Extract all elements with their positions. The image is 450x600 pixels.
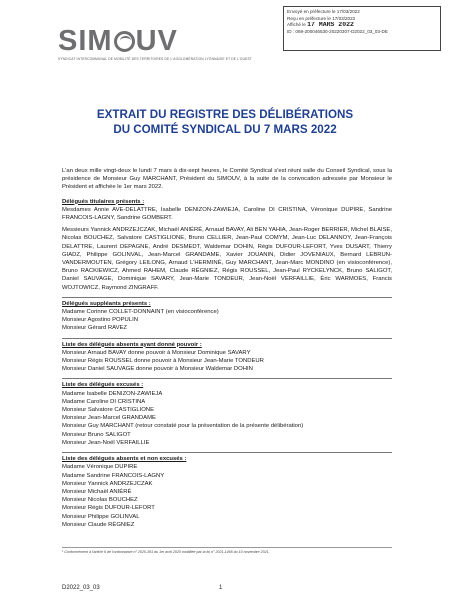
list-item: Monsieur Yannick ANDRZEJCZAK (62, 480, 153, 487)
list-item: Madame Corinne COLLET-DONNAINT (en visioconférence) (62, 309, 219, 316)
globe-icon (114, 31, 135, 52)
list-item: Madame Isabelle DENIZON-ZAWIEJA (62, 390, 163, 397)
titulaires-mesdames: Mesdames Annie AVE-DELATTRE, Isabelle DENIZON-ZAWIEJA, Caroline DI CRISTINA, Véronique DUPIRE, Sandrine FRANCOIS-LAGNY, Sandrine GOMBERT. (62, 206, 392, 222)
document-reference: D2022_03_03 (62, 585, 100, 591)
list-item: Monsieur Nicolas BOUCHEZ (62, 497, 138, 504)
pouvoirs-section (62, 338, 392, 374)
stamp-received: Reçu en préfecture le 17/03/2022 (287, 15, 356, 21)
absents-section (62, 452, 392, 529)
logo-wordmark (58, 26, 252, 56)
document-body (62, 167, 392, 534)
logo-word-right: UV (135, 25, 178, 57)
list-item: Monsieur Michaël ANIÉRÉ (62, 488, 132, 495)
stamp-id: ID : 069-200046530-20220307-D2022_03_03-DE (287, 28, 388, 34)
document-title-line-2: DU COMITÉ SYNDICAL DU 7 MARS 2022 (113, 123, 337, 136)
list-item: Monsieur Jean-Noël VERFAILLIE (62, 439, 150, 446)
list-item: Monsieur Salvatore CASTIGLIONE (62, 407, 154, 414)
excuses-heading: Liste des délégués excusés : (62, 382, 144, 389)
stamp-sent: Envoyé en préfecture le 17/03/2022 (287, 9, 360, 14)
logo-word-left: SIM (58, 25, 113, 57)
intro-paragraph: L'an deux mille vingt-deux le lundi 7 mars à dix-sept heures, le Comité Syndical s'est réuni salle du Conseil Syndical, sous la présidence de Monsieur Guy MARCHANT, Président du SIMOUV, à la suite de la convocation adressée par Monsieur le Président et affichée le 1er mars 2022. (62, 168, 392, 191)
prefecture-stamp (283, 6, 441, 51)
suppleants-section (62, 297, 392, 333)
list-item: Madame Caroline DI CRISTINA (62, 398, 146, 405)
list-item: Monsieur Régis DUFOUR-LEFORT (62, 505, 155, 512)
list-item: Madame Sandrine FRANCOIS-LAGNY (62, 472, 165, 479)
list-item: Monsieur Régis ROUSSEL donne pouvoir à Monsieur Jean-Marie TONDEUR (62, 358, 264, 365)
titulaires-section (62, 198, 392, 292)
page-number: 1 (219, 585, 223, 591)
stamp-posted-date: 17 MARS 2022 (307, 22, 354, 29)
document-title-line-1: EXTRAIT DU REGISTRE DES DÉLIBÉRATIONS (96, 108, 354, 121)
list-item: Monsieur Claude RÉGNIEZ (62, 521, 135, 528)
simouv-logo (58, 26, 252, 61)
suppleants-heading: Délégués suppléants présents : (62, 300, 151, 307)
titulaires-heading: Délégués titulaires présents : (62, 198, 145, 205)
stamp-posted (287, 22, 437, 29)
titulaires-messieurs: Messieurs Yannick ANDRZEJCZAK, Michaël ANIÉRÉ, Arnaud BAVAY, Ali BEN YAHIA, Jean-Roger BERRIER, Michel BLAISE, Nicolas BOUCHEZ, Salvatore CASTIGLIONE, Bruno CELLIER, Jean-Paul COMYM, Jean-Luc DELANNOY, Jean-François DELATTRE, Laurent DEPAGNE, André DESMEDT, Waldemar DOHIN, Régis DUFOUR-LEFORT, Yves DUSART, Thierry GIADZ, Philippe GOLINVAL, Jean-Marcel GRANDAME, Xavier JOUANIN, Didier JOVENIAUX, Bernard LEBRUN-VANDERMOUTEN, Grégory LEILONG, Arnaud L'HERMINÉ, Guy MARCHANT, Jean-Marc MONDINO (en visioconférence), Bruno RACKIEWICZ, Ahmed RAHEM, Claude RÉGNIEZ, Régis ROUSSEL, Jean-Paul RYCKELYNCK, Bruno SALIGOT, Daniel SAUVAGE, Dominique SAVARY, Jean-Marie TONDEUR, Jean-Noël VERFAILLIE, Éric WARMOES, Francis WOJTOWICZ, Raymond ZINGRAFF. (62, 227, 392, 291)
list-item: Monsieur Guy MARCHANT (retour constaté pour la présentation de la présente délibération) (62, 423, 304, 430)
list-item: Monsieur Agostino POPULIN (62, 317, 138, 324)
excuses-section (62, 378, 392, 447)
list-item: Monsieur Jean-Marcel GRANDAME (62, 415, 156, 422)
footnote: ¹ Conformément à l'article 6 de l'ordonnance n° 2020-391 du 1er avril 2020 modifiée par la loi n° 2021-1465 du 10 novembre 2021. (62, 547, 392, 555)
list-item: Madame Véronique DUPIRE (62, 464, 138, 471)
list-item: Monsieur Bruno SALIGOT (62, 431, 131, 438)
list-item: Monsieur Gérard RAVEZ (62, 325, 128, 332)
absents-heading: Liste des délégués absents et non excusés : (62, 456, 187, 463)
pouvoirs-heading: Liste des délégués absents ayant donné pouvoir : (62, 341, 202, 348)
logo-tagline: SYNDICAT INTERCOMMUNAL DE MOBILITÉ DES TERRITOIRES DE L'AGGLOMÉRATION LYONNAISE ET DE L'OUEST (58, 57, 252, 61)
list-item: Monsieur Arnaud BAVAY donne pouvoir à Monsieur Dominique SAVARY (62, 349, 251, 356)
list-item: Monsieur Daniel SAUVAGE donne pouvoir à Monsieur Waldemar DOHIN (62, 366, 253, 373)
stamp-posted-label: Affiché le (287, 22, 306, 28)
list-item: Monsieur Philippe GOLINVAL (62, 513, 140, 520)
